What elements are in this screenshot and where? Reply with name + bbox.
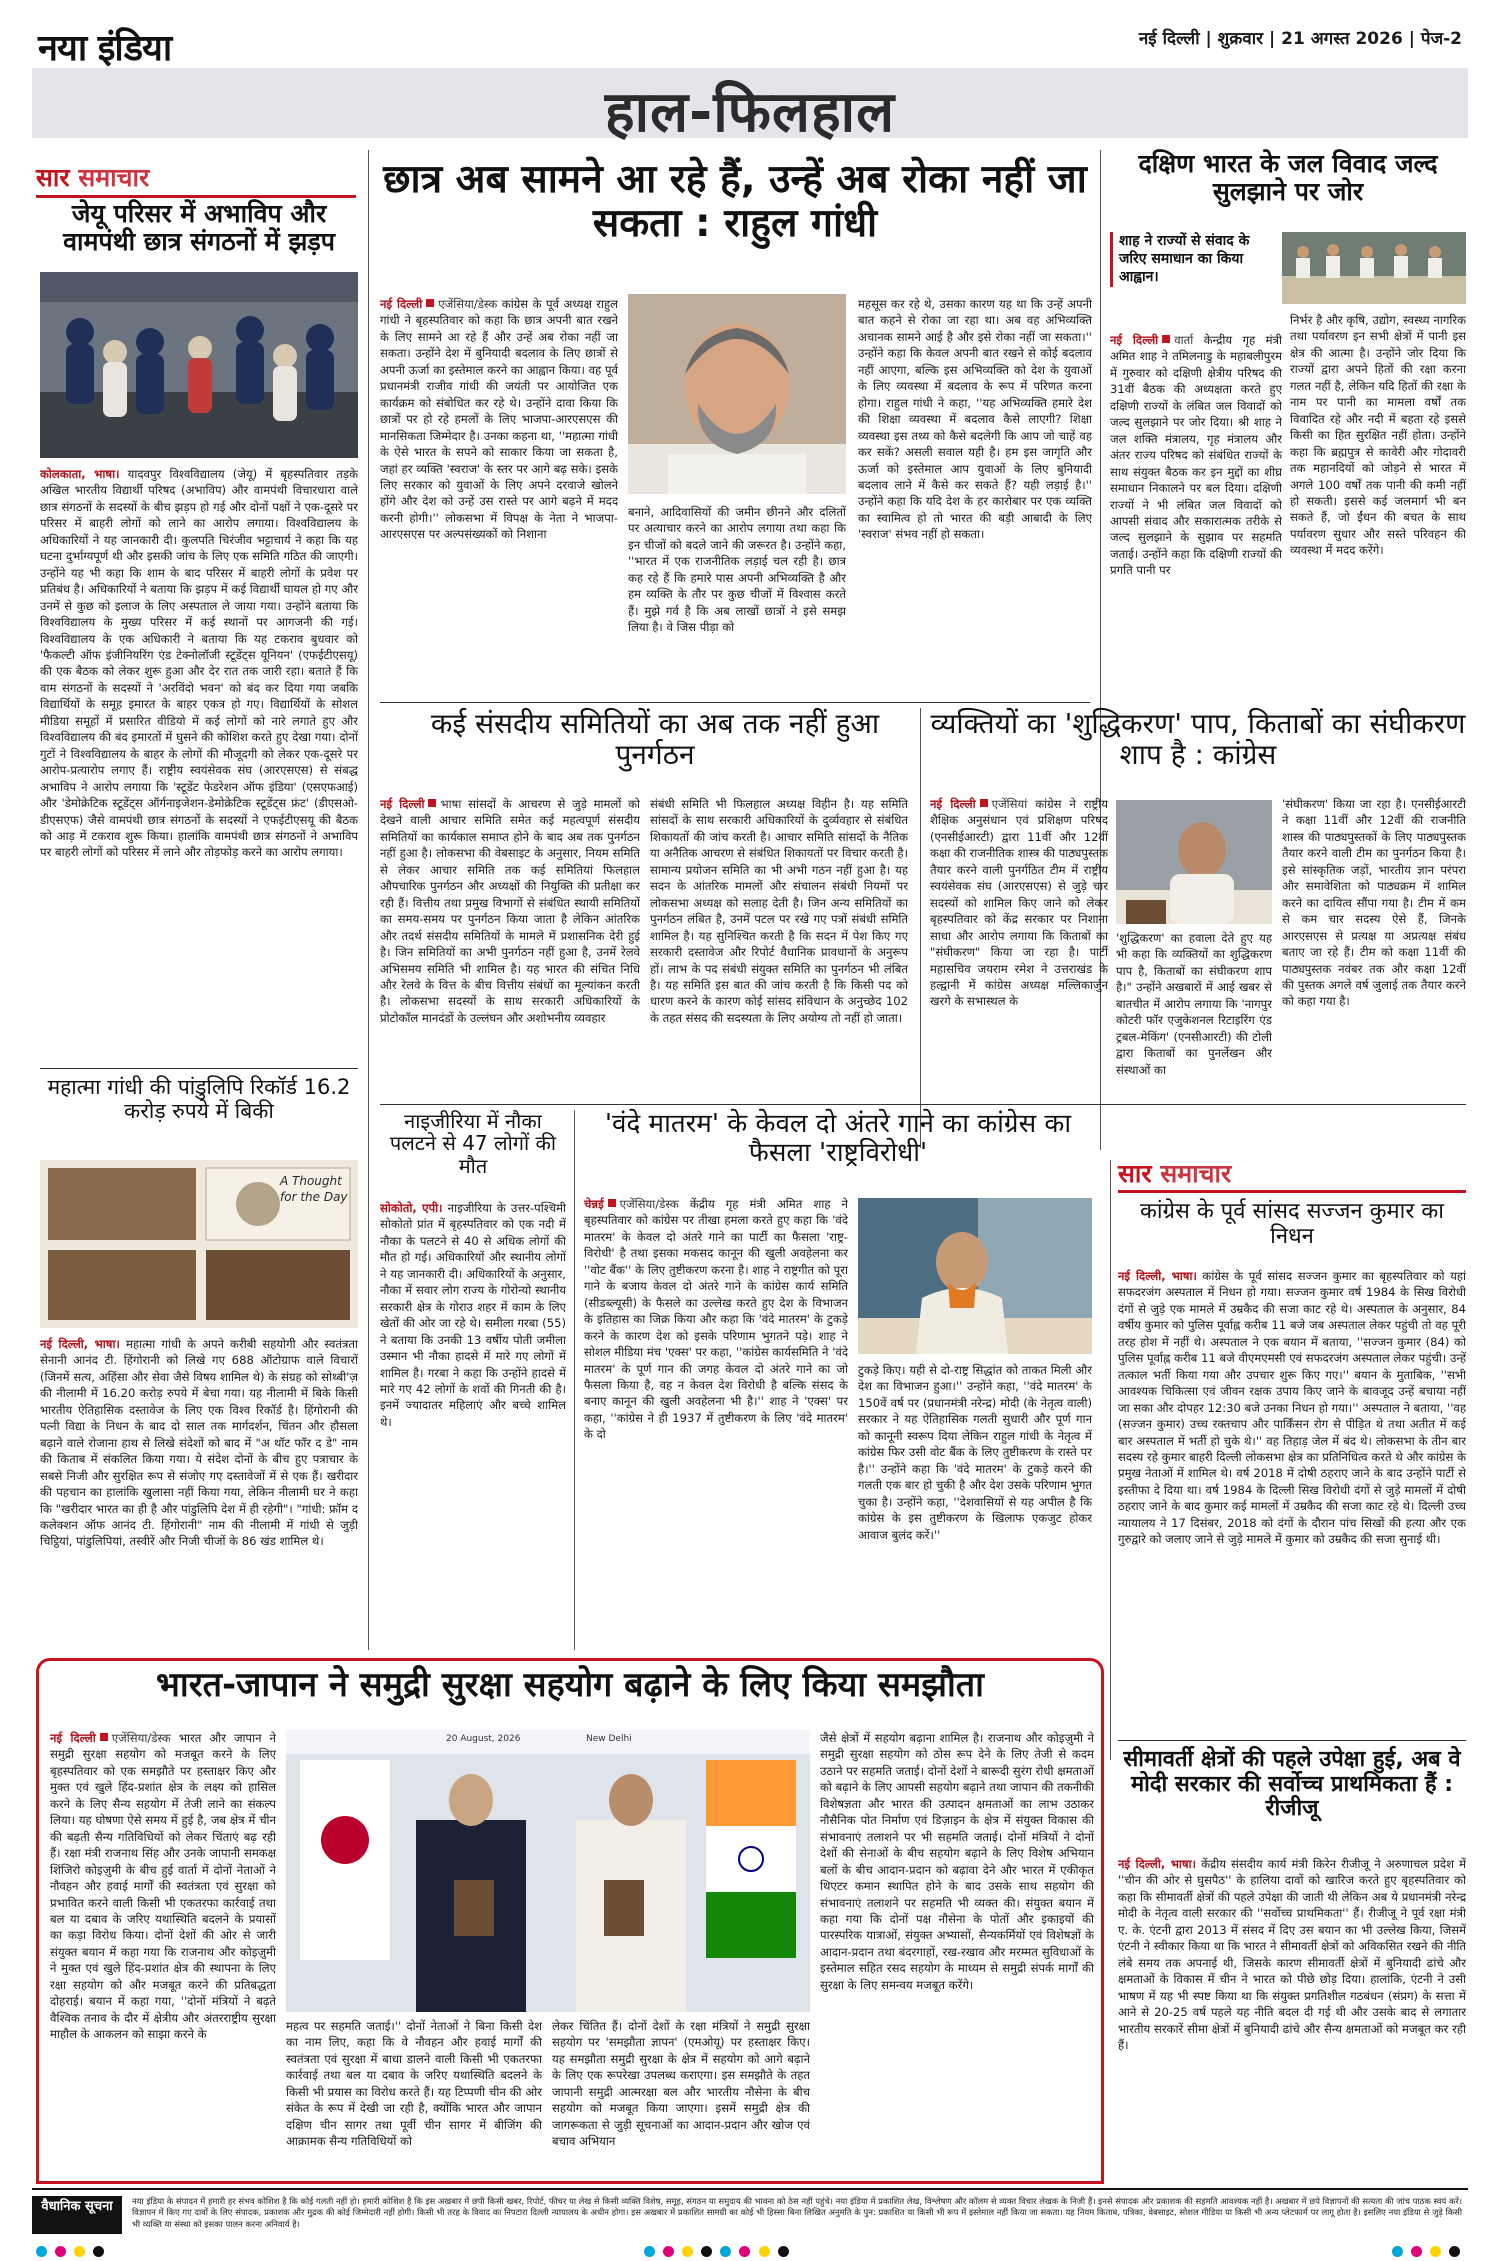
source-marker-icon	[426, 299, 434, 307]
water-col-2: निर्भर है और कृषि, उद्योग, स्वस्थ्य नागरिक तथा पर्यावरण इन सभी क्षेत्रों में पानी इस क्षेत्र की आत्मा है। उन्होंने जोर दिया कि राज्यों द्वारा अपने हितों की रक्षा करना गलत नहीं है, लेकिन यदि हितों की रक्षा के नाम पर पानी का मामला वर्षों तक विवादित रहे और नदी में बहता रहे इससे किसी का हित सुरक्षित नहीं होता। उन्होंने कहा कि ब्रह्मपुत्र से कावेरी और गोदावरी तक महानदियों को जोड़ने से भारत में अगले 100 वर्षों तक पानी की कमी नहीं हो सकती। इससे कई जलमार्ग भी बन सकते हैं, जो ईंधन की बचत के साथ पर्यावरण सुधार और सस्ते परिवहन की व्यवस्था में मदद करेंगे।	[1290, 313, 1466, 558]
rahul-gandhi-photo	[628, 294, 846, 494]
saar-samachar-label	[36, 160, 149, 194]
water-text-1: केन्द्रीय गृह मंत्री अमित शाह ने तमिलनाडु के महाबलीपुरम में गुरुवार को दक्षिणी क्षेत्रीय परिषद की 31वीं बैठक की अध्यक्षता करते हुए दक्षिणी राज्यों के लंबित जल विवादों को जल्द सुलझाने पर जोर दिया। श्री शाह ने जल शक्ति मंत्रालय, गृह मंत्रालय और अंतर राज्य परिषद को संबंधित राज्यों के साथ संयुक्त बैठक कर इन मुद्दों का शीघ्र समाधान निकालने पर बल दिया। दक्षिणी राज्यों ने भी लंबित जल विवादों को आपसी संवाद और सकारात्मक तरीके से जल्द सुलझाने के सुझाव पर सहमति जताई। उन्होंने कहा कि दक्षिणी राज्यों की प्रगति पानी पर	[1110, 333, 1282, 578]
magenta-dot-icon	[663, 2246, 674, 2257]
vande-col-2: टुकड़े किए। यही से दो-राष्ट्र सिद्धांत को ताकत मिली और देश का विभाजन हुआ।'' उन्होंने कहा, ''वंदे मातरम' के 150वें वर्ष पर (प्रधानमंत्री नरेन्द्र) मोदी (के नेतृत्व वाली) सरकार ने यह ऐतिहासिक गलती सुधारी और पूर्ण गान को कानूनी स्वरूप दिया लेकिन राहुल गांधी के नेतृत्व में कांग्रेस फिर उसी वोट बैंक के लिए तुष्टीकरण के रास्ते पर है।'' उन्होंने कहा कि 'वंदे मातरम' के टुकड़े करने की गलती एक बार हो चुकी है और देश उसके परिणाम भुगत चुका है। उन्होंने कहा, ''देशवासियों से यह अपील है कि कांग्रेस के इस तुष्टीकरण के खिलाफ एकजुट होकर आवाज बुलंद करें।''	[858, 1363, 1092, 1542]
rijiju-text: केंद्रीय संसदीय कार्य मंत्री किरेन रीजीजू ने अरुणाचल प्रदेश में ''चीन की ओर से घुसपैठ'' के हालिया दावों को खारिज करते हुए बृहस्पतिवार को कहा कि सीमावर्ती क्षेत्रों की पहले उपेक्षा की जाती थी लेकिन अब ये प्रधानमंत्री नरेन्द्र मोदी के नेतृत्व वाली सरकार की ''सर्वोच्च प्राथमिकता'' हैं। रीजीजू ने पूर्व रक्षा मंत्री ए. के. एंटनी द्वारा 2013 में संसद में दिए उस बयान का भी उल्लेख किया, जिसमें एंटनी ने स्वीकार किया था कि भारत ने सीमावर्ती क्षेत्रों को अविकसित रखने की नीति लंबे समय तक अपनाई थी, जिसके कारण सीमावर्ती क्षेत्रों में बुनियादी ढांचे और क्षमताओं के विकास में चीन ने भारत को पीछे छोड़ दिया। हालांकि, एंटनी ने उसी भाषण में यह भी स्पष्ट किया था कि संयुक्त प्रगतिशील गठबंधन (संप्रग) के सत्ता में आने से 20-25 वर्ष पहले यह नीति बदल दी गई थी और उसके बाद से लगातार भारतीय सरकारें सीमा क्षेत्रों में बुनियादी ढांचे और सैन्य क्षमताओं को मजबूत कर रही हैं।	[1118, 1857, 1466, 2052]
yellow-dot-icon	[682, 2246, 693, 2257]
rijiju-place: नई दिल्ली, भाषा।	[1118, 1857, 1196, 1871]
rahul-headline: छात्र अब सामने आ रहे हैं, उन्हें अब रोका नहीं जा सकता : राहुल गांधी	[383, 157, 1087, 246]
purify-headline: व्यक्तियों का 'शुद्धिकरण' पाप, किताबों का संघीकरण शाप है : कांग्रेस	[930, 707, 1466, 772]
nigeria-place: सोकोतो, एपी।	[380, 1201, 443, 1215]
purify-place: नई दिल्ली	[930, 797, 976, 811]
source-marker-icon	[100, 1733, 108, 1741]
legal-notice-label: वैधानिक सूचना	[32, 2196, 122, 2234]
divider	[1118, 1740, 1466, 1741]
committees-col-2: संबंधी समिति भी फिलहाल अध्यक्ष विहीन है। यह समिति सांसदों के साथ सरकारी अधिकारियों के दुर्व्यवहार से संबंधित शिकायतों की जांच करती है। आचार समिति सांसदों के नैतिक या अनैतिक आचरण से संबंधित शिकायतों पर विचार करती है। सामान्य प्रयोजन समिति का भी अभी गठन नहीं हुआ है। यह सदन के आंतरिक मामलों और संचालन संबंधी नियमों पर लोकसभा अध्यक्ष को सलाह देती है। जिन अन्य समितियों का पुनर्गठन लंबित है, उनमें पटल पर रखे गए पत्रों संबंधी समिति शामिल है। यह सुनिश्चित करती है कि सदन में पेश किए गए सरकारी दस्तावेज और रिपोर्ट वैधानिक प्रावधानों के अनुरूप हों। लाभ के पद संबंधी संयुक्त समिति का पुनर्गठन भी लंबित है। यह समिति इस बात की जांच करती है कि किसी पद को धारण करने के कारण कोई सांसद संविधान के अनुच्छेद 102 के तहत संसद की सदस्यता के लिए अयोग्य तो नहीं हो जाता।	[650, 797, 908, 1025]
southern-council-meeting-photo	[1282, 232, 1466, 304]
section-title: हाल-फिलहाल	[604, 80, 896, 145]
saar-samachar-label-2	[1118, 1156, 1231, 1190]
committees-text-1: सांसदों के आचरण से जुड़े मामलों को देखने वाली आचार समिति समेत कई महत्वपूर्ण संसदीय समितियों का कार्यकाल समाप्त होने के बाद अब तक पुनर्गठन नहीं हुआ है। लोकसभा की वेबसाइट के अनुसार, नियम समिति से लेकर आचार समिति तक कई समितियां फिलहाल औपचारिक पुनर्गठन और अध्यक्षों की नियुक्ति की प्रतीक्षा कर रही हैं। वित्तीय तथा प्रमुख विभागों से संबंधित स्थायी समितियों का समय-समय पर पुनर्गठन किया जाता है लेकिन आंतरिक और तदर्थ संसदीय समितियों के मामले में प्रशासनिक देरी हुई है। जिन समितियों का अभी पुनर्गठन नहीं हुआ है, उनमें रेलवे अभिसमय समिति भी शामिल है। यह भारत की संचित निधि और रेलवे के वित्त के बीच वित्तीय संबंधों का मूल्यांकन करती है। लोकसभा सदस्यों के साथ सरकारी अधिकारियों के प्रोटोकॉल मानदंडों के उल्लंघन और अशोभनीय व्यवहार	[380, 797, 640, 1025]
masthead	[32, 20, 1468, 145]
nigeria-text: नाइजीरिया के उत्तर-पश्चिमी सोकोतो प्रांत में बृहस्पतिवार को एक नदी में नौका के पलटने से 40 से अधिक लोगों की मौत हो गई। अधिकारियों और स्थानीय लोगों ने यह जानकारी दी। अधिकारियों के अनुसार, नौका में सवार लोग राज्य के गोरोन्यो स्थानीय सरकारी क्षेत्र के गोराउ शहर में काम के लिए खेतों की ओर जा रहे थे। समीला गरबा (55) ने बताया कि उनकी 13 वर्षीय पोती जमीला उस्मान भी नौका हादसे में मारे गए लोगों में शामिल है। गरबा ने कहा कि उन्होंने हादसे में मारे गए 42 लोगों के शवों की गिनती की है। इनमें ज्यादातर महिलाएं और बच्चे शामिल थे।	[380, 1201, 566, 1429]
column-rule	[1110, 1160, 1111, 1760]
legal-notice-text: नया इंडिया के संपादन में हमारी हर संभव कोशिश है कि कोई गलती नहीं हो। हमारी कोशिश है कि इस अखबार में छपी किसी खबर, रिपोर्ट, फीचर या लेख से किसी व्यक्ति विशेष, समूह, संगठन या समुदाय की भावना को ठेस नहीं पहुंचे। नया इंडिया में प्रकाशित लेख, विश्लेषण और कॉलम से व्यक्त विचार लेखक के निजी हैं। इनसे संपादक और प्रकाशक की सहमति आवश्यक नहीं है। अखबार में छपे विज्ञापनों की सत्यता की जांच पाठक स्वयं करें। विज्ञापन में किए गए दावों के लिए संपादक, प्रकाशक और मुद्रक की कोई जिम्मेदारी नहीं होगी। किसी भी तरह के विवाद का निपटारा दिल्ली न्यायालय के अधीन होगा। इस अखबार में प्रकाशित सामग्री का कोई भी हिस्सा बिना लिखित अनुमति के पुन: प्रकाशित या किसी भी रूप में इस्तेमाल नहीं किया जा सकता। यह नियम किताब, पत्रिका, वेबसाइट, सोशल मीडिया या किसी भी अन्य प्लेटफार्म पर लागू होता है। इसलिए नया इंडिया से जुड़े किसी भी व्यक्ति या संस्था को इसका पालन करना अनिवार्य है।	[132, 2196, 1462, 2229]
committees-source: भाषा	[440, 797, 462, 811]
paper-logo: नया इंडिया	[38, 28, 172, 69]
saar-label-part1: सार	[1118, 1159, 1152, 1188]
rahul-place: नई दिल्ली	[380, 297, 423, 311]
saar-underline	[36, 195, 356, 198]
sajjan-headline: कांग्रेस के पूर्व सांसद सज्जन कुमार का निधन	[1140, 1199, 1444, 1249]
japan-col-2: महत्व पर सहमति जताई।'' दोनों नेताओं ने बिना किसी देश का नाम लिए, कहा कि वे नौवहन और हवाई मार्गों की स्वतंत्रता एवं सुरक्षा में बाधा डालने वाली किसी भी एकतरफा कार्रवाई तथा बल या दबाव के जरिए यथास्थिति बदलने के किसी भी प्रयास का विरोध करते हैं। यह टिप्पणी चीन की ओर संकेत के रूप में देखी जा रही है, क्योंकि भारत और जापान दक्षिण चीन सागर तथा पूर्वी चीन सागर में बीजिंग की आक्रामक सैन्य गतिविधियों को	[286, 2019, 542, 2149]
gandhi-ms-body	[40, 1336, 358, 1648]
magenta-dot-icon	[55, 2246, 66, 2257]
vande-place: चेन्नई	[584, 1197, 604, 1211]
book-caption: A Thought for the Day	[280, 1174, 348, 1204]
purify-col-2: 'शुद्धिकरण' का हवाला देते हुए यह भी कहा कि व्यक्तियों का शुद्धिकरण पाप है, किताबों का संघीकरण शाप है।" उन्होंने अखबारों में आई खबर से बातचीत में आरोप लगाया कि 'नागपुर कोटरी फॉर एजुकेशनल रिटाइरिंग एंड ट्रबल-मेकिंग' (एनसीआरटी) की टोली द्वारा किताबों का पुनर्लेखन और संस्थाओं का	[1116, 931, 1272, 1077]
committees-headline: कई संसदीय समितियों का अब तक नहीं हुआ पुनर्गठन	[430, 707, 880, 772]
jnu-place: कोलकाता, भाषा।	[40, 467, 120, 481]
source-marker-icon	[428, 799, 436, 807]
saar-label-part2: समाचार	[1160, 1159, 1232, 1188]
vande-text-1: केंद्रीय गृह मंत्री अमित शाह ने बृहस्पतिवार को कांग्रेस पर तीखा हमला करते हुए कहा कि 'वंदे मातरम' के केवल दो अंतरे गाने का पार्टी का फैसला 'राष्ट्र-विरोधी' है तथा इसका मकसद कानून की खुली अवहेलना कर ''वोट बैंक'' के लिए तुष्टीकरण करना है। शाह ने राष्ट्रगीत को पूरा गाने के बजाय केवल दो अंतरे गाने के कांग्रेस कार्य समिति (सीडब्ल्यूसी) के फैसले का उल्लेख करते हुए देश के विभाजन के इतिहास का जिक्र किया और कहा कि 'वंदे मातरम' के टुकड़े करने के कारण देश को इसके परिणाम भुगतने पड़े। शाह ने सोशल मीडिया मंच 'एक्स' पर कहा, ''कांग्रेस कार्यसमिति ने 'वंदे मातरम' के पूर्ण गान की जगह केवल दो अंतरे गाने का जो फैसला किया है, वह न केवल देश विरोधी है बल्कि संसद के बनाए कानून की खुली अवहेलना भी है।'' शाह ने 'एक्स' पर कहा, ''कांग्रेस ने ही 1937 में तुष्टीकरण के लिए 'वंदे मातरम' के दो	[584, 1197, 848, 1442]
page-dateline: नई दिल्ली | शुक्रवार | 21 अगस्त 2026 | पेज-2	[1138, 29, 1462, 49]
yellow-dot-icon	[74, 2246, 85, 2257]
vande-col-1	[584, 1196, 848, 1650]
saar-label-part2: समाचार	[78, 163, 150, 192]
japan-headline: भारत-जापान ने समुद्री सुरक्षा सहयोग बढ़ाने के लिए किया समझौता	[156, 1665, 984, 1705]
cyan-dot-icon	[36, 2246, 47, 2257]
gandhi-ms-text: महात्मा गांधी के अपने करीबी सहयोगी और स्वतंत्रता सेनानी आनंद टी. हिंगोरानी को लिखे गए 688 ऑटोग्राफ वाले विचारों (जिनमें सत्य, अहिंसा और सेवा जैसे विषय शामिल थे) के संग्रह को सोथ्बी'ज़ की नीलामी में 16.20 करोड़ रुपये में बेचा गया। यह नीलामी में बिके किसी भारतीय ऐतिहासिक दस्तावेज के लिए एक विश्व रिकॉर्ड है। हिंगोरानी की पत्नी विद्या के निधन के बाद दो साल तक मार्गदर्शन, चिंतन और हौसला बढ़ाने वाले रोजाना हाथ से लिखे संदेशों को बाद में "अ थॉट फॉर द डे" नाम की किताब में संकलित किया गया। ये संदेश दोनों के बीच हुए पत्राचार के सबसे निजी और सुरक्षित रूप से संजोए गए दस्तावेजों में से एक हैं। खरीदार की पहचान का हालांकि खुलासा नहीं किया गया, लेकिन नीलामी घर ने कहा कि "खरीदार भारत का ही है और पांडुलिपि देश में ही रहेगी"। "गांधी: फ्रॉम द कलेक्शन ऑफ आनंद टी. हिंगोरानी" नाम की नीलामी में गांधी से जुड़ी चिट्ठियां, पांडुलिपियां, तस्वीरें और निजी चीजों के 86 खंड शामिल थे।	[40, 1337, 358, 1549]
photo-caption-place: New Delhi	[586, 1734, 632, 1744]
source-marker-icon	[608, 1199, 616, 1207]
legal-notice-footer	[32, 2188, 1468, 2236]
japan-source: एजेंसिया/डेस्क	[111, 1731, 171, 1745]
saar-underline	[1118, 1190, 1466, 1193]
registration-marks-center	[644, 2242, 792, 2261]
column-rule	[368, 150, 369, 1650]
jnu-headline: जेयू परिसर में अभाविप और वामपंथी छात्र संगठनों में झड़प	[63, 199, 335, 256]
committees-place: नई दिल्ली	[380, 797, 425, 811]
rahul-col-2: बनाने, आदिवासियों की जमीन छीनने और दलितों पर अत्याचार करने का आरोप लगाया तथा कहा कि इन चीजों को बदले जाने की जरूरत है। उन्होंने कहा, ''भारत में एक राजनीतिक लड़ाई चल रही है। छात्र कह रहे हैं कि हमारे पास अपनी अभिव्यक्ति है और हम व्यक्ति के तौर पर कुछ चीजों में विश्वास करते हैं। मुझे गर्व है कि अब लाखों छात्रों ने इसे समझ लिया है। वे जिस पीड़ा को	[628, 505, 846, 635]
jairam-ramesh-photo	[1116, 800, 1272, 924]
gandhi-manuscript-photo	[40, 1160, 358, 1328]
source-marker-icon	[980, 799, 988, 807]
jnu-clash-photo	[40, 272, 358, 458]
water-source: वार्ता	[1174, 333, 1194, 347]
gandhi-ms-headline: महात्मा गांधी की पांडुलिपि रिकॉर्ड 16.2 करोड़ रुपये में बिकी	[47, 1075, 351, 1123]
rahul-col-3: महसूस कर रहे थे, उसका कारण यह था कि उन्हें अपनी बात कहने से रोका जा रहा था। अब वह अभिव्यक्ति अचानक सामने आई है और इसे रोका नहीं जा सकता।'' उन्होंने कहा कि केवल अपनी बात रखने से कोई बदलाव नहीं आएगा, बल्कि इस अभिव्यक्ति को देश के युवाओं के लिए व्यवस्था में बदलाव के रूप में परिणत करना होगा। राहुल गांधी ने कहा, ''यह अभिव्यक्ति हमारे देश की शिक्षा व्यवस्था में बदलाव कैसे लाएगी? शिक्षा व्यवस्था इस तथ्य को कैसे बदलेगी कि आप जो चाहें वह कर सकें? असली सवाल यही है। हम इस जागृति और ऊर्जा को इस्तेमाल आप युवाओं के लिए बुनियादी बदलाव लाने में कैसे कर सकते हैं? यही लड़ाई है।'' उन्होंने कहा कि यदि देश के हर कारोबार पर एक व्यक्ति का स्वामित्व हो तो भारत की बड़ी आबादी के लिए 'स्वराज' संभव नहीं हो सकता।	[858, 297, 1092, 542]
nigeria-body	[380, 1200, 566, 1652]
sajjan-body	[1118, 1268, 1466, 1734]
water-headline: दक्षिण भारत के जल विवाद जल्द सुलझाने पर जोर	[1138, 149, 1438, 206]
section-banner	[32, 68, 1468, 145]
rijiju-body	[1118, 1856, 1466, 2184]
rahul-text-1: कांग्रेस के पूर्व अध्यक्ष राहुल गांधी ने बृहस्पतिवार को कहा कि छात्र अपनी बात रखने के लिए सामने आ रहे हैं और उन्हें अब रोका नहीं जा सकता। उन्होंने देश में बुनियादी बदलाव के लिए छात्रों से अपनी ऊर्जा का इस्तेमाल करने का आह्वान किया। वह पूर्व प्रधानमंत्री राजीव गांधी की जयंती पर आयोजित एक कार्यक्रम को संबोधित कर रहे थे। उन्होंने दावा किया कि छात्रों पर हो रहे हमलों के लिए भाजपा-आरएसएस की मानसिकता जिम्मेदार है। उनका कहना था, ''महात्मा गांधी के ऐसे भारत के सपने को साकार किया जा सकता है, जहां हर व्यक्ति 'स्वराज' के स्तर पर आगे बढ़ सके। इसके लिए सरकार को युवाओं के लिए अपने दरवाजे खोलने होंगे और देश को उन्हें उस रास्ते पर आगे बढ़ने में मदद करनी होगी।'' लोकसभा में विपक्ष के नेता ने भाजपा-आरएसएस पर अल्पसंख्यकों को निशाना	[380, 297, 618, 542]
japan-col-3: लेकर चिंतित हैं। दोनों देशों के रक्षा मंत्रियों ने समुद्री सुरक्षा सहयोग पर 'समझौता ज्ञापन' (एमओयू) पर हस्ताक्षर किए। यह समझौता समुद्री सुरक्षा के क्षेत्र में सहयोग को आगे बढ़ाने के लिए एक रूपरेखा उपलब्ध कराएगा। इस समझौते के तहत जापानी समुद्री आत्मरक्षा बल और भारतीय नौसेना के बीच सहयोग को मजबूत किया जाएगा। इसमें समुद्री क्षेत्र की जागरूकता से जुड़ी सूचनाओं का आदान-प्रदान और खोज एवं बचाव अभियान	[552, 2019, 810, 2149]
black-dot-icon	[93, 2246, 104, 2257]
cyan-dot-icon	[1392, 2246, 1403, 2257]
rijiju-headline: सीमावर्ती क्षेत्रों की पहले उपेक्षा हुई, अब वे मोदी सरकार की सर्वोच्च प्राथमिकता हैं : रीजीजू	[1123, 1747, 1461, 1822]
japan-place: नई दिल्ली	[50, 1731, 96, 1745]
jnu-text: यादवपुर विश्वविद्यालय (जेयू) में बृहस्पतिवार तड़के अखिल भारतीय विद्यार्थी परिषद (अभाविप) और वामपंथी विचारधारा वाले छात्र संगठनों के सदस्यों के बीच झड़प हो गई और दोनों पक्षों ने एक-दूसरे पर परिसर में बाहरी लोगों को लाने का आरोप लगाया। विश्वविद्यालय के अधिकारियों ने यह जानकारी दी। कुलपति चिरंजीव भट्टाचार्य ने कहा कि यह घटना दुर्भाग्यपूर्ण थी और इसकी जांच के लिए एक समिति गठित की जाएगी। उन्होंने यह भी कहा कि शाम के बाद परिसर में बाहरी लोगों के प्रवेश पर प्रतिबंध है। अधिकारियों ने बताया कि झड़प में कई विद्यार्थी घायल हो गए और उनमें से कुछ को इलाज के लिए अस्पताल ले जाया गया। उन्होंने बताया कि विश्वविद्यालय के मुख्य परिसर में कई स्थानों पर आगजनी की गई। विश्वविद्यालय के एक अधिकारी ने बताया कि यह टकराव बुधवार को 'फैकल्टी ऑफ इंजीनियरिंग एंड टेक्नोलॉजी स्टूडेंट्स यूनियन' (एफईटीएसयू) की एक बैठक को लेकर शुरू हुआ और देर रात तक जारी रहा। बताते हैं कि वाम संगठनों के सदस्यों ने 'अरविंदो भवन' को बंद कर दिया गया जबकि विद्यार्थियों के समूह इमारत के बाहर एकत्र हो गए। विद्यार्थियों के सोशल मीडिया समूहों में प्रसारित वीडियो में कई लोगों को नारे लगाते हुए और विश्वविद्यालय की बंद इमारतों में घुसने की कोशिश करते हुए देखा गया। दोनों गुटों ने विश्वविद्यालय के बाहर के लोगों की मौजूदगी को लेकर एक-दूसरे पर आरोप-प्रत्यारोप लगाए हैं। राष्ट्रीय स्वयंसेवक संघ (आरएसएस) से संबद्ध अभाविप ने आरोप लगाया कि 'स्टूडेंट फेडरेशन ऑफ इंडिया' (एसएफआई) और 'डेमोक्रेटिक स्टूडेंट्स ऑर्गनाइजेशन-डेमोक्रेटिक स्टूडेंट्स फ्रंट' (डीएसओ-डीएसएफ) जैसे वामपंथी छात्र संगठनों के सदस्यों ने एफईटीएसयू की बैठक को आड़ में टकराव शुरू किया। हालांकि वामपंथी छात्र संगठनों ने अभाविप पर बाहरी लोगों को परिसर में लाने और तोड़फोड़ करने का आरोप लगाया।	[40, 467, 358, 860]
magenta-dot-icon	[1411, 2246, 1422, 2257]
gandhi-ms-place: नई दिल्ली, भाषा।	[40, 1337, 120, 1351]
column-rule	[920, 708, 921, 1148]
black-dot-icon	[778, 2246, 789, 2257]
purify-source: एजेंसियां	[991, 797, 1028, 811]
cyan-dot-icon	[720, 2246, 731, 2257]
registration-marks-left	[36, 2242, 107, 2261]
india-japan-mou-photo	[286, 1730, 810, 2012]
column-rule	[574, 1110, 575, 1650]
jnu-body	[40, 466, 358, 1066]
magenta-dot-icon	[739, 2246, 750, 2257]
japan-text-1: भारत और जापान ने समुद्री सुरक्षा सहयोग को मजबूत करने के लिए बृहस्पतिवार को एक समझौते पर हस्ताक्षर किए और मुक्त एवं खुले हिंद-प्रशांत क्षेत्र के लक्ष्य को हासिल करने के लिए सैन्य सहयोग में तेजी लाने का संकल्प लिया। यह घोषणा ऐसे समय में हुई है, जब क्षेत्र में चीन की बढ़ती सैन्य गतिविधियों को लेकर चिंताएं बढ़ रही हैं। रक्षा मंत्री राजनाथ सिंह और उनके जापानी समकक्ष शिंजिरो कोइज़ुमी के बीच हुई वार्ता में दोनों नेताओं ने नौवहन और हवाई मार्गों की स्वतंत्रता एवं सुरक्षा को प्रभावित करने वाली किसी भी एकतरफा कार्रवाई तथा बल या दबाव के जरिए यथास्थिति बदलने के प्रयासों का कड़ा विरोध किया। दोनों देशों की ओर से जारी संयुक्त बयान में कहा गया कि राजनाथ और कोइज़ुमी ने मुक्त एवं खुले हिंद-प्रशांत क्षेत्र की स्थापना के लिए रक्षा सहयोग को और मजबूत करने की प्रतिबद्धता दोहराई। बयान में कहा गया, ''दोनों मंत्रियों ने बढ़ते वैश्विक तनाव के दौर में क्षेत्रीय और अंतरराष्ट्रीय सुरक्षा माहौल के आकलन को साझा करने के	[50, 1731, 276, 2042]
rahul-source: एजेंसिया/डेस्क	[438, 297, 498, 311]
black-dot-icon	[701, 2246, 712, 2257]
purify-col-1	[930, 796, 1108, 1096]
black-dot-icon	[1449, 2246, 1460, 2257]
photo-caption-date: 20 August, 2026	[446, 1734, 521, 1744]
vande-headline: 'वंदे मातरम' के केवल दो अंतरे गाने का कांग्रेस का फैसला 'राष्ट्रविरोधी'	[604, 1109, 1072, 1169]
sajjan-text: कांग्रेस के पूर्व सांसद सज्जन कुमार का बृहस्पतिवार को यहां सफदरजंग अस्पताल में निधन हो गया। सज्जन कुमार वर्ष 1984 के सिख विरोधी दंगों से जुड़े एक मामले में उम्रकैद की सजा काट रहे थे। अस्पताल के अनुसार, 84 वर्षीय कुमार को पुलिस पूर्वाह्न करीब 11 बजे जब अस्पताल लेकर पहुंची तो वह पूरी तरह होश में नहीं थे। अस्पताल ने एक बयान में बताया, ''सज्जन कुमार (84) को पुलिस पूर्वाह्न करीब 11 बजे वीएमएमसी एवं सफदरजंग अस्पताल लेकर पहुंची। उन्हें तत्काल भर्ती किया गया और उपचार शुरू किए गए।'' बयान के मुताबिक, ''सभी आवश्यक चिकित्सा एवं जीवन रक्षक उपाय किए जाने के बावजूद उन्हें बचाया नहीं जा सका और दोपहर 12:30 बजे उनका निधन हो गया।'' अस्पताल ने बताया, ''वह (सज्जन कुमार) उच्च रक्तचाप और पार्किंसन रोग से पीड़ित थे तथा अतीत में कई बार अस्पताल में भर्ती हो चुके थे।'' वह तिहाड़ जेल में बंद थे। लोकसभा के तीन बार सदस्य रहे कुमार बाहरी दिल्ली लोकसभा क्षेत्र का प्रतिनिधित्व करते थे और कांग्रेस के प्रमुख नेताओं में शामिल थे। वर्ष 2018 में दोषी ठहराए जाने के बाद उन्होंने पार्टी से इस्तीफा दे दिया था। वर्ष 1984 के दिल्ली सिख विरोधी दंगों से जुड़े मामलों में दोषी ठहराए जाने के बाद कुमार कई मामलों में उम्रकैद की सजा काट रहे थे। दिल्ली उच्च न्यायालय ने 17 दिसंबर, 2018 को दंगों के दौरान पांच सिखों की हत्या और एक गुरुद्वारे को जलाए जाने से जुड़े मामले में कुमार को उम्रकैद की सजा सुनाई थी।	[1118, 1269, 1466, 1547]
divider	[380, 1104, 1466, 1105]
water-col-1	[1110, 332, 1282, 704]
nigeria-headline: नाइजीरिया में नौका पलटने से 47 लोगों की मौत	[389, 1109, 557, 1178]
japan-col-4: जैसे क्षेत्रों में सहयोग बढ़ाना शामिल है। राजनाथ और कोइज़ुमी ने समुद्री सुरक्षा सहयोग को ठोस रूप देने के लिए तेजी से कदम उठाने पर सहमति जताई। दोनों देशों ने बारूदी सुरंग रोधी क्षमताओं को बढ़ाने के लिए आपसी सहयोग बढ़ाने तथा जापान की तकनीकी विशेषज्ञता और भारत की उत्पादन क्षमताओं का लाभ उठाकर नौसैनिक पोत निर्माण एवं डिज़ाइन के क्षेत्र में संयुक्त विकास की संभावनाएं तलाशने पर भी सहमति जताई। दोनों मंत्रियों ने दोनों देशों की सेनाओं के बीच सहयोग बढ़ाने के लिए विशेष अभियान बलों के बीच आदान-प्रदान को बढ़ावा देने और भारत में एकीकृत थिएटर कमान स्थापित होने के बाद उसके साथ सहयोग की संभावनाएं तलाशने पर सहमति भी व्यक्त की। संयुक्त बयान में कहा गया कि दोनों पक्ष नौसेना के पोतों और इकाइयों की पारस्परिक यात्राओं, संयुक्त अभ्यासों, सैन्यकर्मियों एवं विशेषज्ञों के आदान-प्रदान तथा बंदरगाहों, रख-रखाव और मरम्मत सुविधाओं के इस्तेमाल सहित रसद सहयोग के माध्यम से समुद्री संपर्क मार्गों की सुरक्षा के लिए समन्वय मजबूत करेंगे।	[820, 1731, 1094, 1992]
water-place: नई दिल्ली	[1110, 333, 1159, 347]
vande-source: एजेंसिया/डेस्क	[619, 1197, 679, 1211]
purify-col-3: 'संघीकरण' किया जा रहा है। एनसीईआरटी ने कक्षा 11वीं और 12वीं की राजनीति शास्त्र की पाठ्यपुस्तकों के लिए पाठ्यपुस्तक तैयार करने वाली टीम का पुनर्गठन किया है। इसे सांस्कृतिक जड़ों, भारतीय ज्ञान परंपरा और समावेशिता को पाठ्यक्रम में शामिल करने का दायित्व सौंपा गया है। टीम में कम से कम चार सदस्य ऐसे हैं, जिनके आरएसएस से प्रत्यक्ष या अप्रत्यक्ष संबंध बताए जा रहे हैं। टीम को कक्षा 11वीं की पाठ्यपुस्तक नवंबर तक और कक्षा 12वीं की पुस्तक अगले वर्ष जुलाई तक तैयार करने को कहा गया है।	[1282, 797, 1466, 1009]
committees-col-1	[380, 796, 640, 1096]
registration-marks-right	[1392, 2242, 1463, 2261]
japan-col-1	[50, 1730, 276, 2178]
rahul-col-1	[380, 296, 618, 696]
amit-shah-photo	[858, 1198, 1092, 1354]
cyan-dot-icon	[644, 2246, 655, 2257]
purify-text-1: कांग्रेस ने राष्ट्रीय शैक्षिक अनुसंधान एवं प्रशिक्षण परिषद (एनसीईआरटी) द्वारा 11वीं और 12वीं कक्षा की राजनीतिक शास्त्र की पाठ्यपुस्तक तैयार करने वाली पुनर्गठित टीम में राष्ट्रीय स्वयंसेवक संघ (आरएसएस) से जुड़े चार सदस्यों को शामिल किए जाने को लेकर बृहस्पतिवार को केंद्र सरकार पर निशाना साधा और आरोप लगाया कि किताबों का "संघीकरण" किया जा रहा है। पार्टी महासचिव जयराम रमेश ने उत्तराखंड के हल्द्वानी में कांग्रेस अध्यक्ष मल्लिकार्जुन खरगे के सभास्थल के	[930, 797, 1108, 1009]
source-marker-icon	[1162, 335, 1170, 343]
saar-label-part1: सार	[36, 163, 70, 192]
sajjan-place: नई दिल्ली, भाषा।	[1118, 1269, 1197, 1283]
divider	[380, 702, 1090, 703]
yellow-dot-icon	[1430, 2246, 1441, 2257]
divider	[40, 1068, 358, 1069]
yellow-dot-icon	[759, 2246, 770, 2257]
water-deck: शाह ने राज्यों से संवाद के जरिए समाधान का किया आह्वान।	[1110, 232, 1270, 287]
